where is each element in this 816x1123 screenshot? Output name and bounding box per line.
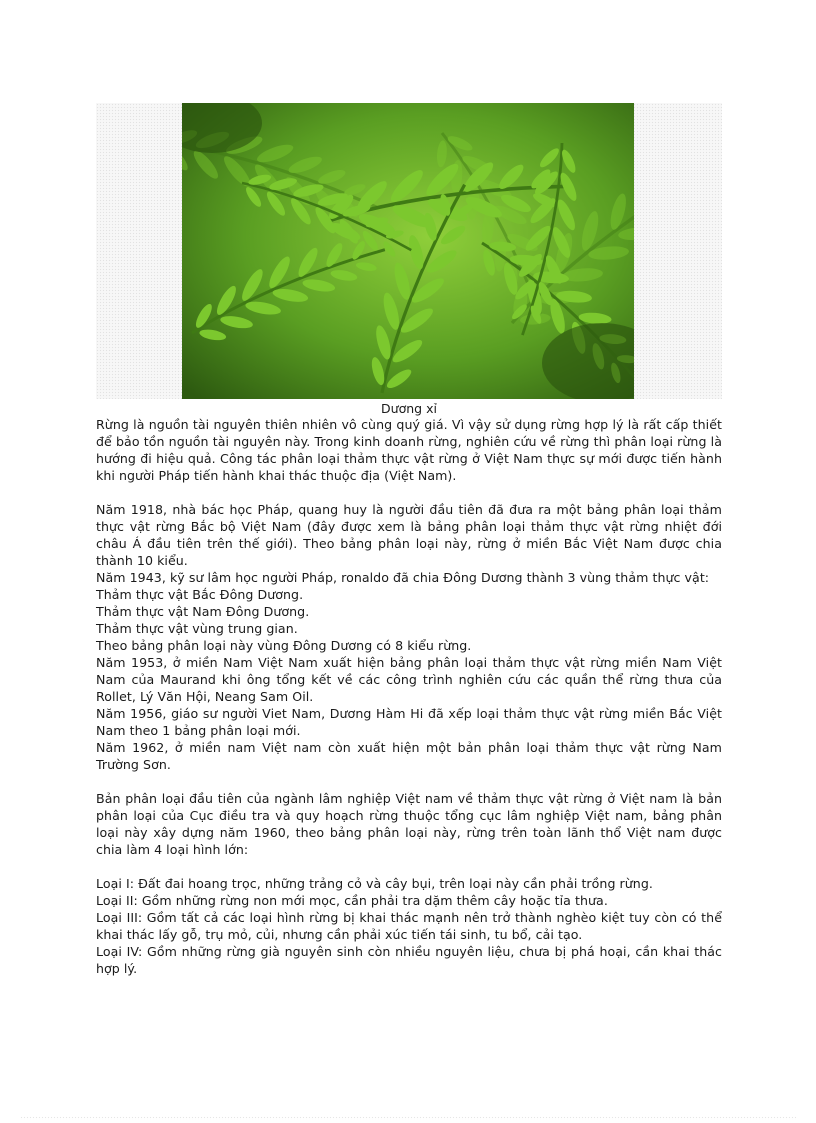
paragraph-1918: Năm 1918, nhà bác học Pháp, quang huy là người đầu tiên đã đưa ra một bảng phân loại thảm thực vật rừng Bắc bộ Việt Nam (đây được xem là bảng phân loại thảm thực vật rừng nhiệt đới châu Á đầu tiên trên thế giới). Theo bảng phân loại này, rừng ở miền Bắc Việt Nam được chia thành 10 kiểu. [96, 502, 722, 568]
list-item-loai: Loại III: Gồm tất cả các loại hình rừng bị khai thác mạnh nên trở thành nghèo kiệt tuy còn có thể khai thác lấy gỗ, trụ mỏ, củi, nhưng cần phải xúc tiến tái sinh, tu bổ, cải tạo. [96, 910, 722, 942]
list-item-loai: Loại II: Gồm những rừng non mới mọc, cần phải tra dặm thêm cây hoặc tỉa thưa. [96, 893, 608, 908]
paragraph-intro: Rừng là nguồn tài nguyên thiên nhiên vô cùng quý giá. Vì vậy sử dụng rừng hợp lý là rất cấp thiết để bảo tồn nguồn tài nguyên này. Trong kinh doanh rừng, nghiên cứu về rừng thì phân loại rừng là hướng đi hiệu quả. Công tác phân loại thảm thực vật rừng ở Việt Nam thực sự mới được tiến hành khi người Pháp tiến hành khai thác thuộc địa (Việt Nam). [96, 417, 722, 483]
list-item-loai: Loại I: Đất đai hoang trọc, những trảng cỏ và cây bụi, trên loại này cần phải trồng rừng. [96, 876, 653, 891]
list-item-loai: Loại IV: Gồm những rừng già nguyên sinh còn nhiều nguyên liệu, chưa bị phá hoại, cần khai thác hợp lý. [96, 944, 722, 976]
list-item-zone: Thảm thực vật vùng trung gian. [96, 621, 298, 636]
paragraph-gap [96, 484, 722, 501]
paragraph-8-types: Theo bảng phân loại này vùng Đông Dương có 8 kiểu rừng. [96, 638, 472, 653]
figure-caption: Dương xỉ [381, 401, 437, 416]
fern-illustration [182, 103, 634, 399]
fern-photo [182, 103, 634, 399]
paragraph-1956: Năm 1956, giáo sư người Viet Nam, Dương Hàm Hi đã xếp loại thảm thực vật rừng miền Bắc Việt Nam theo 1 bảng phân loại mới. [96, 706, 722, 738]
paragraph-1953: Năm 1953, ở miền Nam Việt Nam xuất hiện bảng phân loại thảm thực vật rừng miền Nam Việt Nam của Maurand khi ông tổng kết về các công trình nghiên cứu các quần thể rừng thưa của Rollet, Lý Văn Hội, Neang Sam Oil. [96, 655, 722, 704]
paragraph-gap [96, 858, 722, 875]
paragraph-1962: Năm 1962, ở miền nam Việt nam còn xuất hiện một bản phân loại thảm thực vật rừng Nam Trường Sơn. [96, 740, 722, 772]
list-item-zone: Thảm thực vật Nam Đông Dương. [96, 604, 310, 619]
article-body [96, 416, 722, 977]
list-item-zone: Thảm thực vật Bắc Đông Dương. [96, 587, 304, 602]
paragraph-1960: Bản phân loại đầu tiên của ngành lâm nghiệp Việt nam về thảm thực vật rừng ở Việt nam là bản phân loại của Cục điều tra và quy hoạch rừng thuộc tổng cục lâm nghiệp Việt nam, bảng phân loại này xây dựng năm 1960, theo bảng phân loại này, rừng trên toàn lãnh thổ Việt nam được chia làm 4 loại hình lớn: [96, 791, 722, 857]
paragraph-gap [96, 773, 722, 790]
page-footer-dots [20, 1116, 796, 1120]
paragraph-1943: Năm 1943, kỹ sư lâm học người Pháp, ronaldo đã chia Đông Dương thành 3 vùng thảm thực vật: [96, 570, 710, 585]
